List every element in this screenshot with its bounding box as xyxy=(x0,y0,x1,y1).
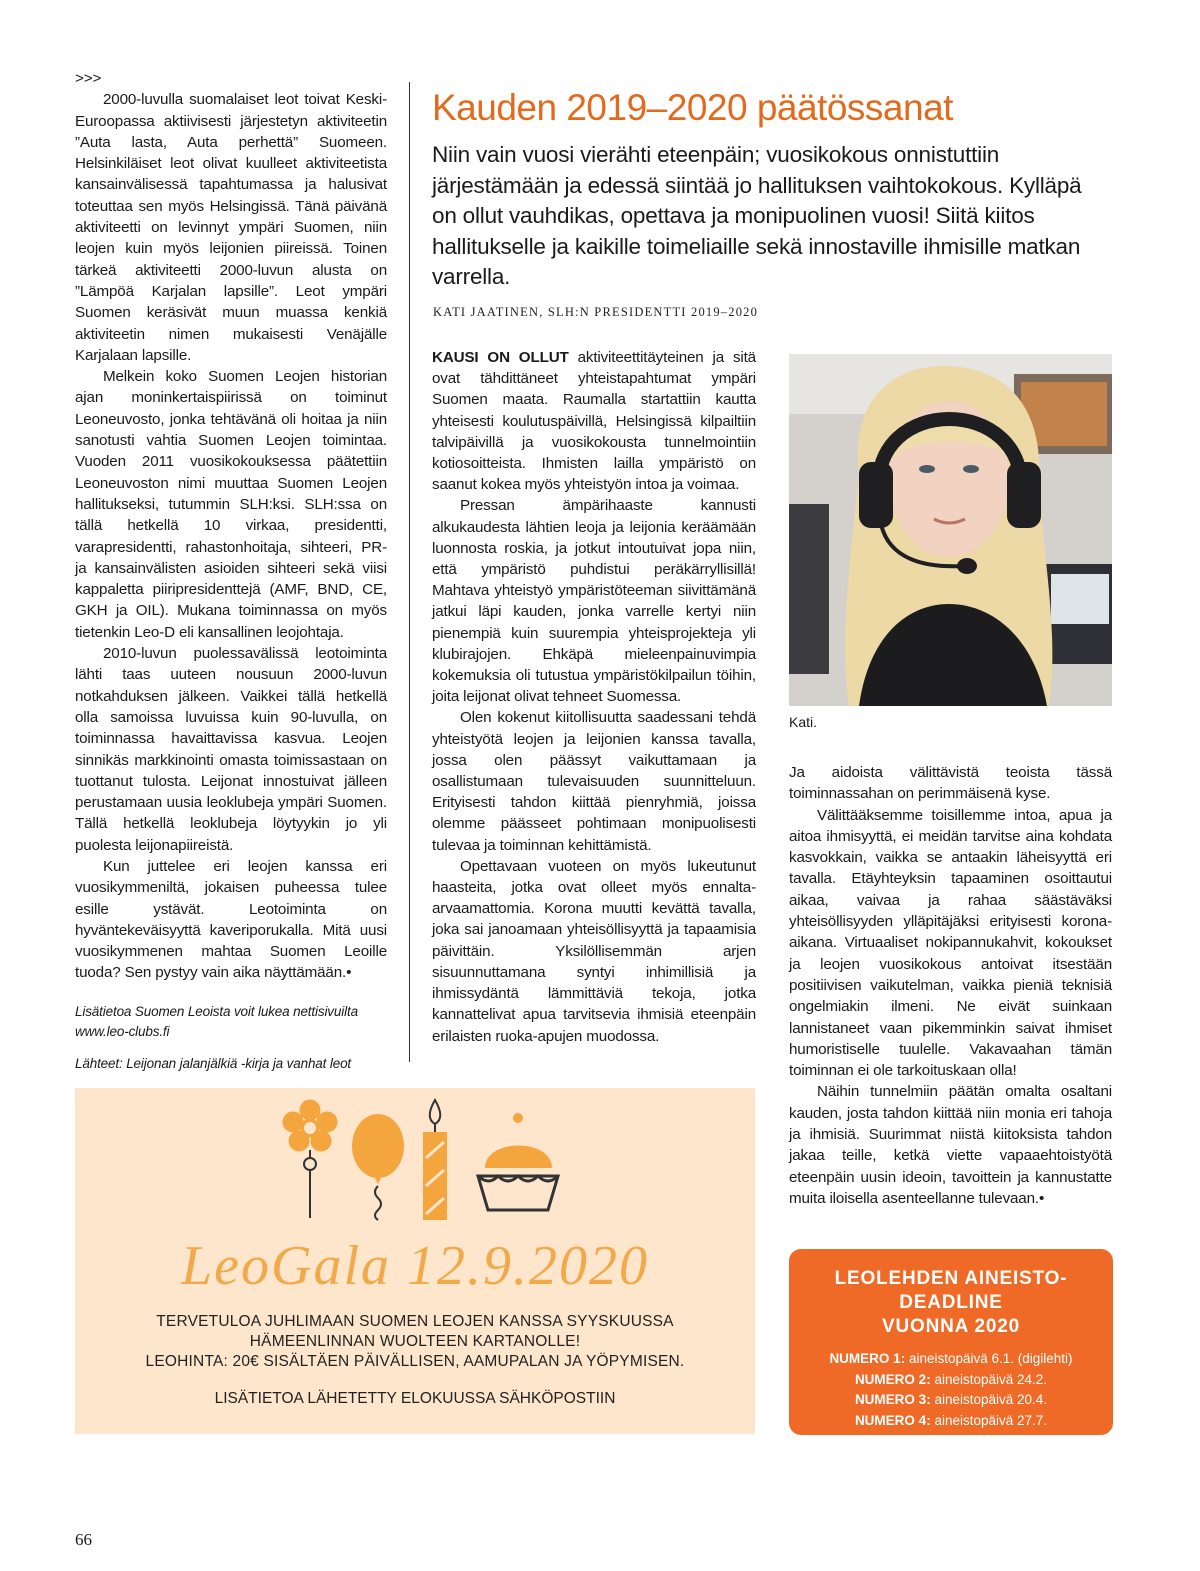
flower-icon xyxy=(283,1100,337,1218)
article-lead: Niin vain vuosi vierähti eteenpäin; vuosikokous onnistuttiin järjestämään ja edessä siintää jo hallituksen vaihtokokous. Kylläpä on ollut vauhdikas, opettava ja monipuolinen vuosi! Siitä kiitos hallitukselle ja kaikille toimeliaille sekä innostaville ihmisille matkan varrella. xyxy=(432,142,1082,289)
deadline-issue-label: NUMERO 3: xyxy=(854,1392,931,1407)
left-column xyxy=(75,68,387,1074)
mid-paragraph-3: Olen kokenut kiitollisuutta saadessani tehdä yhteistyötä leojen ja leijonien kanssa tavalla, jossa olen päässyt vaikuttamaan ja osallistumaan tulevaisuuden suunnitteluun. Erityisesti tahdon kiittää pienryhmiä, joissa olemme päässeet pohtimaan monipuolisesti tulevaa ja toiminnan kehittämistä. xyxy=(432,709,756,854)
leogala-line-3: LEOHINTA: 20€ SISÄLTÄEN PÄIVÄLLISEN, AAMUPALAN JA YÖPYMISEN. xyxy=(145,1353,685,1370)
deadline-issue-label: NUMERO 1: xyxy=(829,1351,906,1366)
left-paragraph-1: 2000-luvulla suomalaiset leot toivat Keski-Euroopassa aktiivisesti järjestetyn aktiviteetin ”Auta lasta, Auta perhettä” Suomeen. Helsinkiläiset leot olivat kuulleet aktiviteetista kansainvälisessä tapahtumassa ja halusivat toteuttaa sen myös Helsingissä. Tänä päivänä aktiviteetti on levinnyt ympäri Suomen, niin leojen kuin myös leijonien piireissä. Toinen tärkeä aktiviteetti 2000-luvun alusta on ”Lämpöä Karjalan lapsille”. Leot ympäri Suomen keräsivät muun muassa kenkiä aktiviteetin nimen mukaisesti Venäjälle Karjalaan lapsille. xyxy=(75,91,387,364)
continued-marker: >>> xyxy=(75,70,102,87)
deadline-issue-label: NUMERO 6: xyxy=(855,1453,932,1469)
column-divider xyxy=(409,82,410,1062)
leogala-details xyxy=(75,1312,755,1372)
mid-paragraph-1-text: aktiviteettitäyteinen ja sitä ovat tähdittäneet yhteistapahtumat ympäri Suomen maata. Raumalla startattiin kautta yhteisesti koulutuspäivillä, Helsingissä kilpailtiin talvipäivillä ja vuosikokousta tunnelmointiin kotiosoitteista. Ihmisten lailla ympäristö on saanut kokea myös yhteistyön intoa ja voimaa. xyxy=(432,349,756,494)
article-byline: KATI JAATINEN, SLH:N PRESIDENTTI 2019–2020 xyxy=(433,305,759,319)
deadline-item xyxy=(789,1411,1113,1432)
deadline-box xyxy=(789,1249,1113,1469)
deadline-item xyxy=(789,1349,1113,1370)
right-paragraph-3: Näihin tunnelmiin päätän omalta osaltani kauden, josta tahdon kiittää niin monia eri tahoja ja ihmisiä. Suurimmat niistä kiitoksista tahdon jakaa teille, ketkä viette vapaaehtoistyötä eteenpäin uusin ideoin, tavoittein ja kannustatte muita iloisella asenteellanne tulevaan.• xyxy=(789,1083,1112,1207)
deadline-item xyxy=(789,1431,1113,1452)
deadline-issue-label: NUMERO 4: xyxy=(854,1412,931,1428)
portrait-photo xyxy=(789,354,1112,706)
deadline-date: aineistopäivä 24.2. xyxy=(930,1371,1048,1387)
deadline-issue-label: NUMERO 2: xyxy=(854,1371,931,1387)
left-paragraph-4: Kun juttelee eri leojen kanssa eri vuosikymmeniltä, jokaisen puheessa tulee esille ystävät. Leotoiminta on hyväntekeväisyyttä kaveriporukalla. Mitä uusi vuosikymmenen mahtaa Suomen Leoille tuoda? Sen pystyy vain aika näyttämään.• xyxy=(75,857,387,982)
cupcake-icon xyxy=(478,1113,558,1210)
deadline-date: aineistopäivä 6.1. (digilehti) xyxy=(905,1351,1073,1366)
deadline-item xyxy=(789,1390,1113,1411)
leogala-advertisement xyxy=(75,1088,755,1434)
deadline-date: aineistopäivä 20.4. xyxy=(930,1392,1048,1407)
middle-column xyxy=(432,347,756,1047)
leogala-info: LISÄTIETOA LÄHETETTY ELOKUUSSA SÄHKÖPOSTIIN xyxy=(214,1390,616,1407)
candle-icon xyxy=(423,1100,447,1220)
deadline-list xyxy=(789,1349,1113,1472)
article-headline: Kauden 2019–2020 päätössanat xyxy=(432,87,953,128)
mid-paragraph-2: Pressan ämpärihaaste kannusti alkukaudesta lähtien leoja ja leijonia keräämään luonnosta roskia, ja jotkut intoutuivat jopa niin, että ympäristö puhdistui peräkärryllisillä! Mahtava yhteistyö ympäristöteeman siivittämänä jatkui läpi kauden, jonka varrelle kertyi niin pienempiä kuin suurempia yhteisprojekteja yli klubirajojen. Ehkäpä mieleenpainuvimpia kokemuksia oli tutustua ympäristökilpailun töihin, joita leijonat olivat tehneet Suomessa. xyxy=(432,497,756,706)
deadline-date: aineistopäivä 14.9. (digilehti) xyxy=(901,1433,1077,1448)
leogala-title: LeoGala 12.9.2020 xyxy=(181,1235,649,1297)
left-paragraph-3: 2010-luvun puolessavälissä leotoiminta lähti taas uuteen nousuun 2000-luvun notkahduksen jälkeen. Vaikkei tällä hetkellä olla samoissa luvuissa kuin 90-luvulla, on toiminnassa havaittavissa kasvua. Leojen sinnikäs markkinointi omasta toimissastaan on tuottanut tulosta. Leijonat innostuivat jälleen perustamaan uusia leoklubeja ympäri Suomen. Tällä hetkellä leoklubeja löytyykin jo yli puolesta leijonapiireistä. xyxy=(75,645,387,854)
mid-paragraph-1 xyxy=(432,347,756,495)
deadline-item xyxy=(789,1452,1113,1473)
leogala-line-1: TERVETULOA JUHLIMAAN SUOMEN LEOJEN KANSSA SYYSKUUSSA xyxy=(156,1313,674,1330)
balloon-icon xyxy=(352,1114,404,1220)
party-icons xyxy=(280,1098,580,1228)
portrait-illustration xyxy=(789,354,1112,706)
leogala-line-2: HÄMEENLINNAN WUOLTEEN KARTANOLLE! xyxy=(249,1333,581,1350)
right-column xyxy=(789,762,1112,1209)
deadline-title xyxy=(789,1267,1113,1339)
mid-paragraph-4: Opettavaan vuoteen on myös lukeutunut haasteita, jotka ovat olleet myös ennalta-arvaamattomia. Korona muutti kevättä tavalla, joka sai janoamaan yhteisöllisyyttä ja tapaamisia päivittäin. Yksilöllisemmän arjen sisuunnuttamana syntyi inhimillisiä ja ihmissydäntä lämmittäviä tekoja, jotka kannattelivat apua tarvitsevia ihmisiä eteenpäin erilaisten ruoka-apujen muodossa. xyxy=(432,857,756,1045)
photo-caption: Kati. xyxy=(789,714,818,730)
sources-note: Lähteet: Leijonan jalanjälkiä -kirja ja vanhat leot xyxy=(75,1055,352,1071)
page-number: 66 xyxy=(75,1530,92,1549)
right-paragraph-1: Ja aidoista välittävistä teoista tässä toiminnassahan on perimmäisenä kyse. xyxy=(789,764,1112,803)
deadline-item xyxy=(789,1370,1113,1391)
right-paragraph-2: Välittääksemme toisillemme intoa, apua ja aitoa ihmisyyttä, ei meidän tarvitse aina kohdata kasvokkain, vaikka se antaakin läheisyyttä eri tavalla. Etäyhteyksin tapaaminen osoittautui aikaa, vaivaa ja rahaa säästäväksi yhteisöllisyyden ylläpitäjäksi erityisesti korona-aikana. Virtuaaliset nokipannukahvit, kokoukset ja leojen vuosikokous antoivat itsestään positiivisen vaikutelman, vaikka pieniä teknisiä ongelmiakin ilmeni. Ne eivät suinkaan lannistaneet vaan pikemminkin saivat ihmiset humoristiselle tuulelle. Vakavaahan tämän toiminnan ei ole tarkoituskaan olla! xyxy=(789,806,1112,1080)
deadline-date: aineistopäivä 27.7. xyxy=(930,1412,1048,1428)
deadline-title-line-1: LEOLEHDEN AINEISTO-DEADLINE xyxy=(834,1268,1068,1313)
deadline-issue-label: NUMERO 5: xyxy=(825,1433,902,1448)
info-note: Lisätietoa Suomen Leoista voit lukea nettisivuilta www.leo-clubs.fi xyxy=(75,1003,358,1039)
left-paragraph-2: Melkein koko Suomen Leojen historian ajan moninkertaispiirissä on toiminut Leoneuvosto, jonka tehtävänä oli hoitaa ja niin sanotusti vahtia Suomen Leojen toimintaa. Vuoden 2011 vuosikokouksessa päätettiin Leoneuvoston nimi muuttaa Suomen Leojen hallitukseksi, tutummin SLH:ksi. SLH:ssa on tällä hetkellä 10 virkaa, presidentti, varapresidentti, rahastonhoitaja, sihteeri, PR- ja kansainvälisten asioiden sihteeri sekä viisi kappaletta piiripresidenttejä (AMF, BND, CE, GKH ja OIL). Mukana toiminnassa on myös tietenkin Leo-D eli kansallinen leojohtaja. xyxy=(75,368,387,641)
deadline-title-line-2: VUONNA 2020 xyxy=(882,1316,1020,1337)
deadline-date: aineistopäivä 2.11. xyxy=(931,1453,1047,1469)
run-in-heading: KAUSI ON OLLUT xyxy=(432,349,569,366)
